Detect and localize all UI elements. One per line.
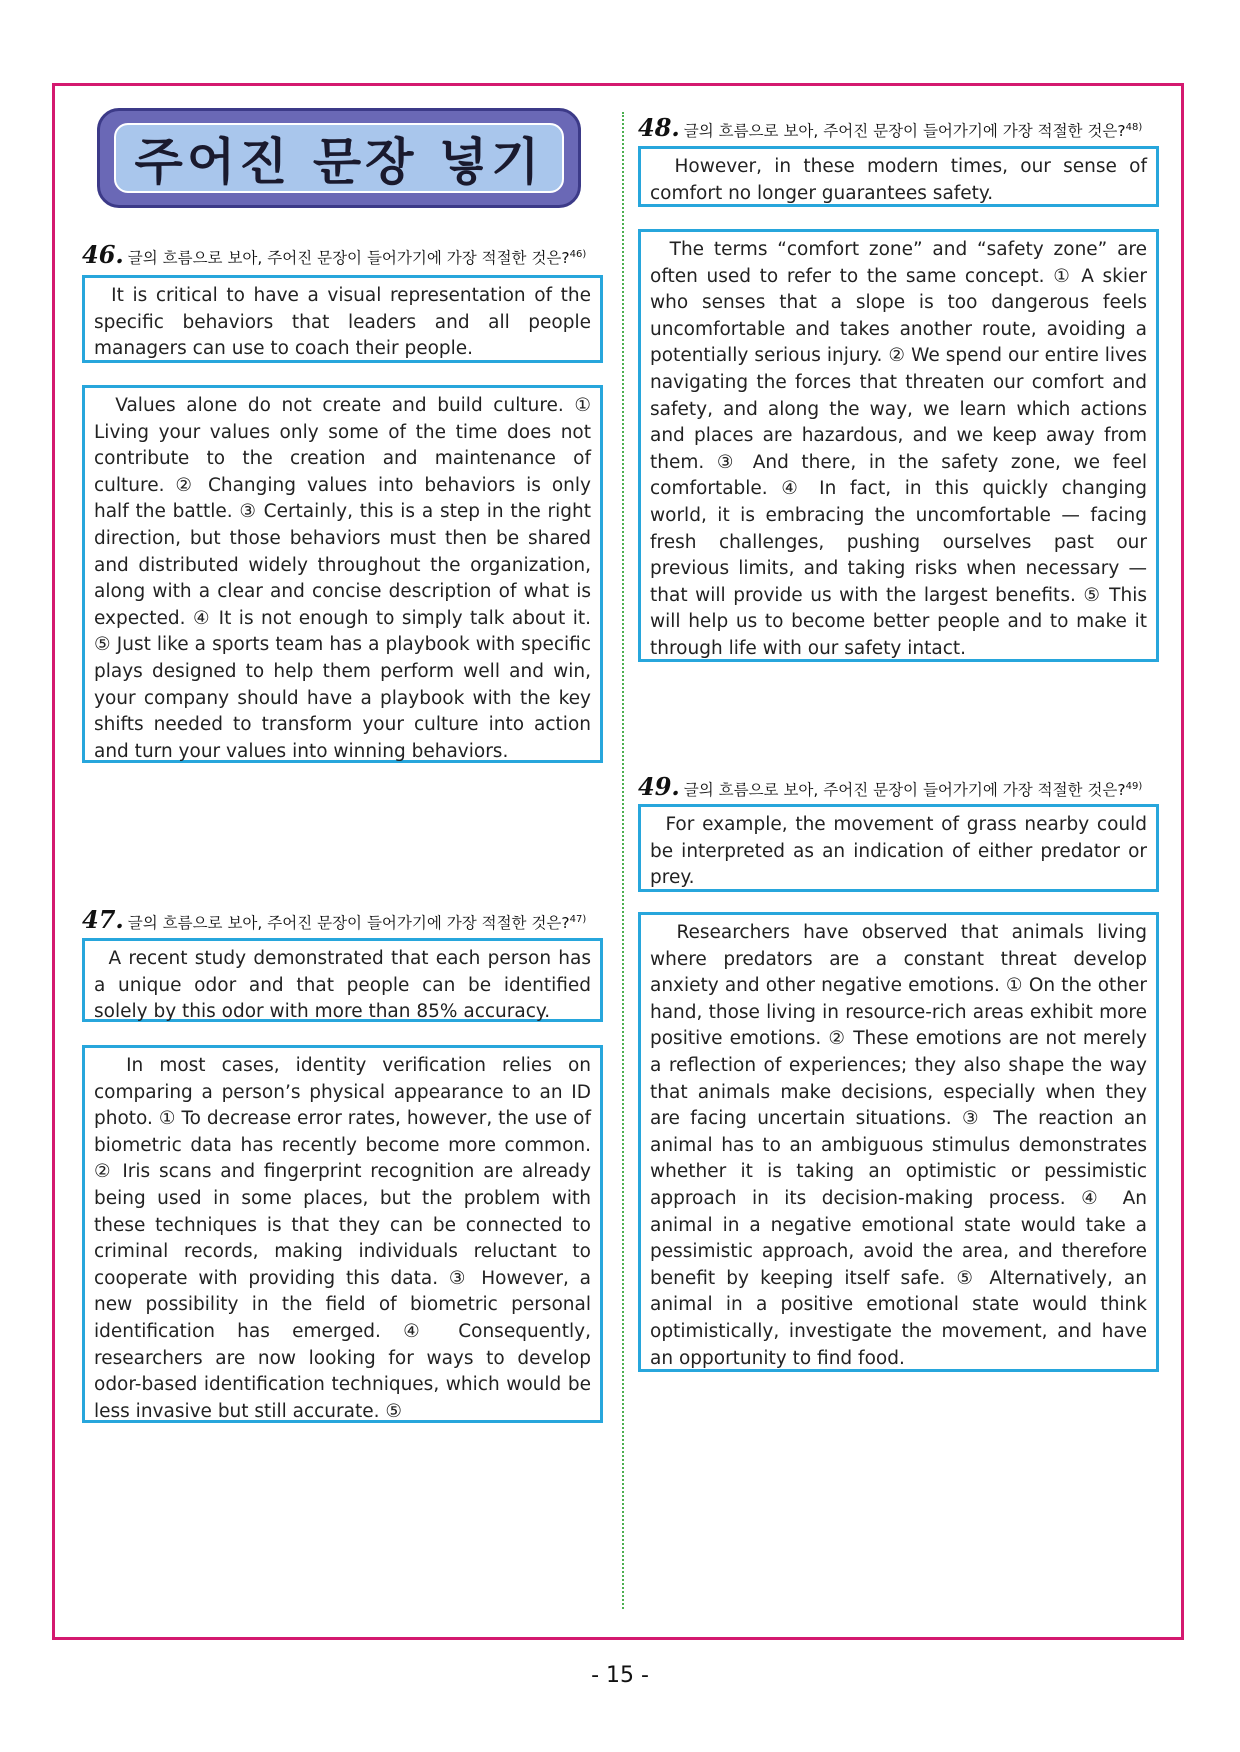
question-number: 48. bbox=[638, 113, 680, 142]
question-48-given-sentence bbox=[638, 146, 1159, 207]
question-prompt: 글의 흐름으로 보아, 주어진 문장이 들어가기에 가장 적절한 것은? bbox=[127, 914, 570, 932]
question-number: 46. bbox=[82, 240, 124, 269]
question-46-header bbox=[82, 240, 586, 269]
section-title-banner bbox=[97, 108, 581, 208]
question-prompt: 글의 흐름으로 보아, 주어진 문장이 들어가기에 가장 적절한 것은? bbox=[127, 249, 570, 267]
given-sentence-text: For example, the movement of grass nearby could be interpreted as an indication of either predator or prey. bbox=[650, 814, 1147, 889]
passage-text: Researchers have observed that animals living where predators are a constant threat develop anxiety and other negative emotions. ① On the other hand, those living in resource-rich areas exhibit more positive emotions. ② These emotions are not merely a reflection of experiences; they also shape the way that animals make decisions, especially when they are facing uncertain situations. ③ The reaction an animal has to an ambiguous stimulus demonstrates whether it is taking an optimistic or pessimistic approach in its decision-making process. ④ An animal in a negative emotional state would take a pessimistic approach, avoid the area, and therefore benefit by keeping itself safe. ⑤ Alternatively, an animal in a positive emotional state would think optimistically, investigate the movement, and have an opportunity to find food. bbox=[650, 922, 1147, 1369]
column-divider bbox=[622, 112, 624, 1609]
question-ref: 49) bbox=[1125, 780, 1143, 792]
page-number: - 15 - bbox=[591, 1663, 649, 1688]
passage-text: The terms “comfort zone” and “safety zone” are often used to refer to the same concept. ① A skier who senses that a slope is too dangerous feels uncomfortable and takes another route, avoiding a potentially serious injury. ② We spend our entire lives navigating the forces that threaten our comfort and safety, and along the way, we learn which actions and places are hazardous, and we keep away from them. ③ And there, in the safety zone, we feel comfortable. ④ In fact, in this quickly changing world, it is embracing the uncomfortable — facing fresh challenges, pushing ourselves past our previous limits, and taking risks when necessary — that will provide us with the largest benefits. ⑤ This will help us to become better people and to make it through life with our safety intact. bbox=[650, 239, 1147, 659]
question-46-given-sentence bbox=[82, 275, 603, 363]
question-number: 49. bbox=[638, 772, 680, 801]
given-sentence-text: It is critical to have a visual representation of the specific behaviors that leaders and all people managers can use to coach their people. bbox=[94, 285, 591, 360]
question-ref: 48) bbox=[1125, 121, 1143, 133]
question-48-header bbox=[638, 113, 1142, 142]
question-48-passage bbox=[638, 229, 1159, 662]
section-title-inner bbox=[114, 123, 564, 193]
question-49-header bbox=[638, 772, 1142, 801]
passage-text: Values alone do not create and build culture. ① Living your values only some of the time does not contribute to the creation and maintenance of culture. ② Changing values into behaviors is only half the battle. ③ Certainly, this is a step in the right direction, but those behaviors must then be shared and distributed widely throughout the organization, along with a clear and concise description of what is expected. ④ It is not enough to simply talk about it. ⑤ Just like a sports team has a playbook with specific plays designed to help them perform well and win, your company should have a playbook with the key shifts needed to transform your culture into action and turn your values into winning behaviors. bbox=[94, 395, 591, 762]
question-47-given-sentence bbox=[82, 938, 603, 1022]
question-49-passage bbox=[638, 912, 1159, 1372]
question-ref: 47) bbox=[569, 913, 587, 925]
question-46-passage bbox=[82, 385, 603, 763]
question-ref: 46) bbox=[569, 248, 587, 260]
question-49-given-sentence bbox=[638, 804, 1159, 892]
question-prompt: 글의 흐름으로 보아, 주어진 문장이 들어가기에 가장 적절한 것은? bbox=[683, 781, 1126, 799]
passage-text: In most cases, identity verification relies on comparing a person’s physical appearance to an ID photo. ① To decrease error rates, however, the use of biometric data has recently become more common. ② Iris scans and fingerprint recognition are already being used in some places, but the problem with these techniques is that they can be connected to criminal records, making individuals reluctant to cooperate with providing this data. ③ However, a new possibility in the field of biometric personal identification has emerged. ④ Consequently, researchers are now looking for ways to develop odor-based identification techniques, which would be less invasive but still accurate. ⑤ bbox=[94, 1055, 591, 1422]
question-47-header bbox=[82, 905, 586, 934]
section-title: 주어진 문장 넣기 bbox=[134, 133, 544, 191]
question-number: 47. bbox=[82, 905, 124, 934]
given-sentence-text: However, in these modern times, our sense of comfort no longer guarantees safety. bbox=[650, 156, 1147, 204]
given-sentence-text: A recent study demonstrated that each person has a unique odor and that people can be identified solely by this odor with more than 85% accuracy. bbox=[94, 948, 591, 1023]
question-prompt: 글의 흐름으로 보아, 주어진 문장이 들어가기에 가장 적절한 것은? bbox=[683, 122, 1126, 140]
question-47-passage bbox=[82, 1045, 603, 1423]
